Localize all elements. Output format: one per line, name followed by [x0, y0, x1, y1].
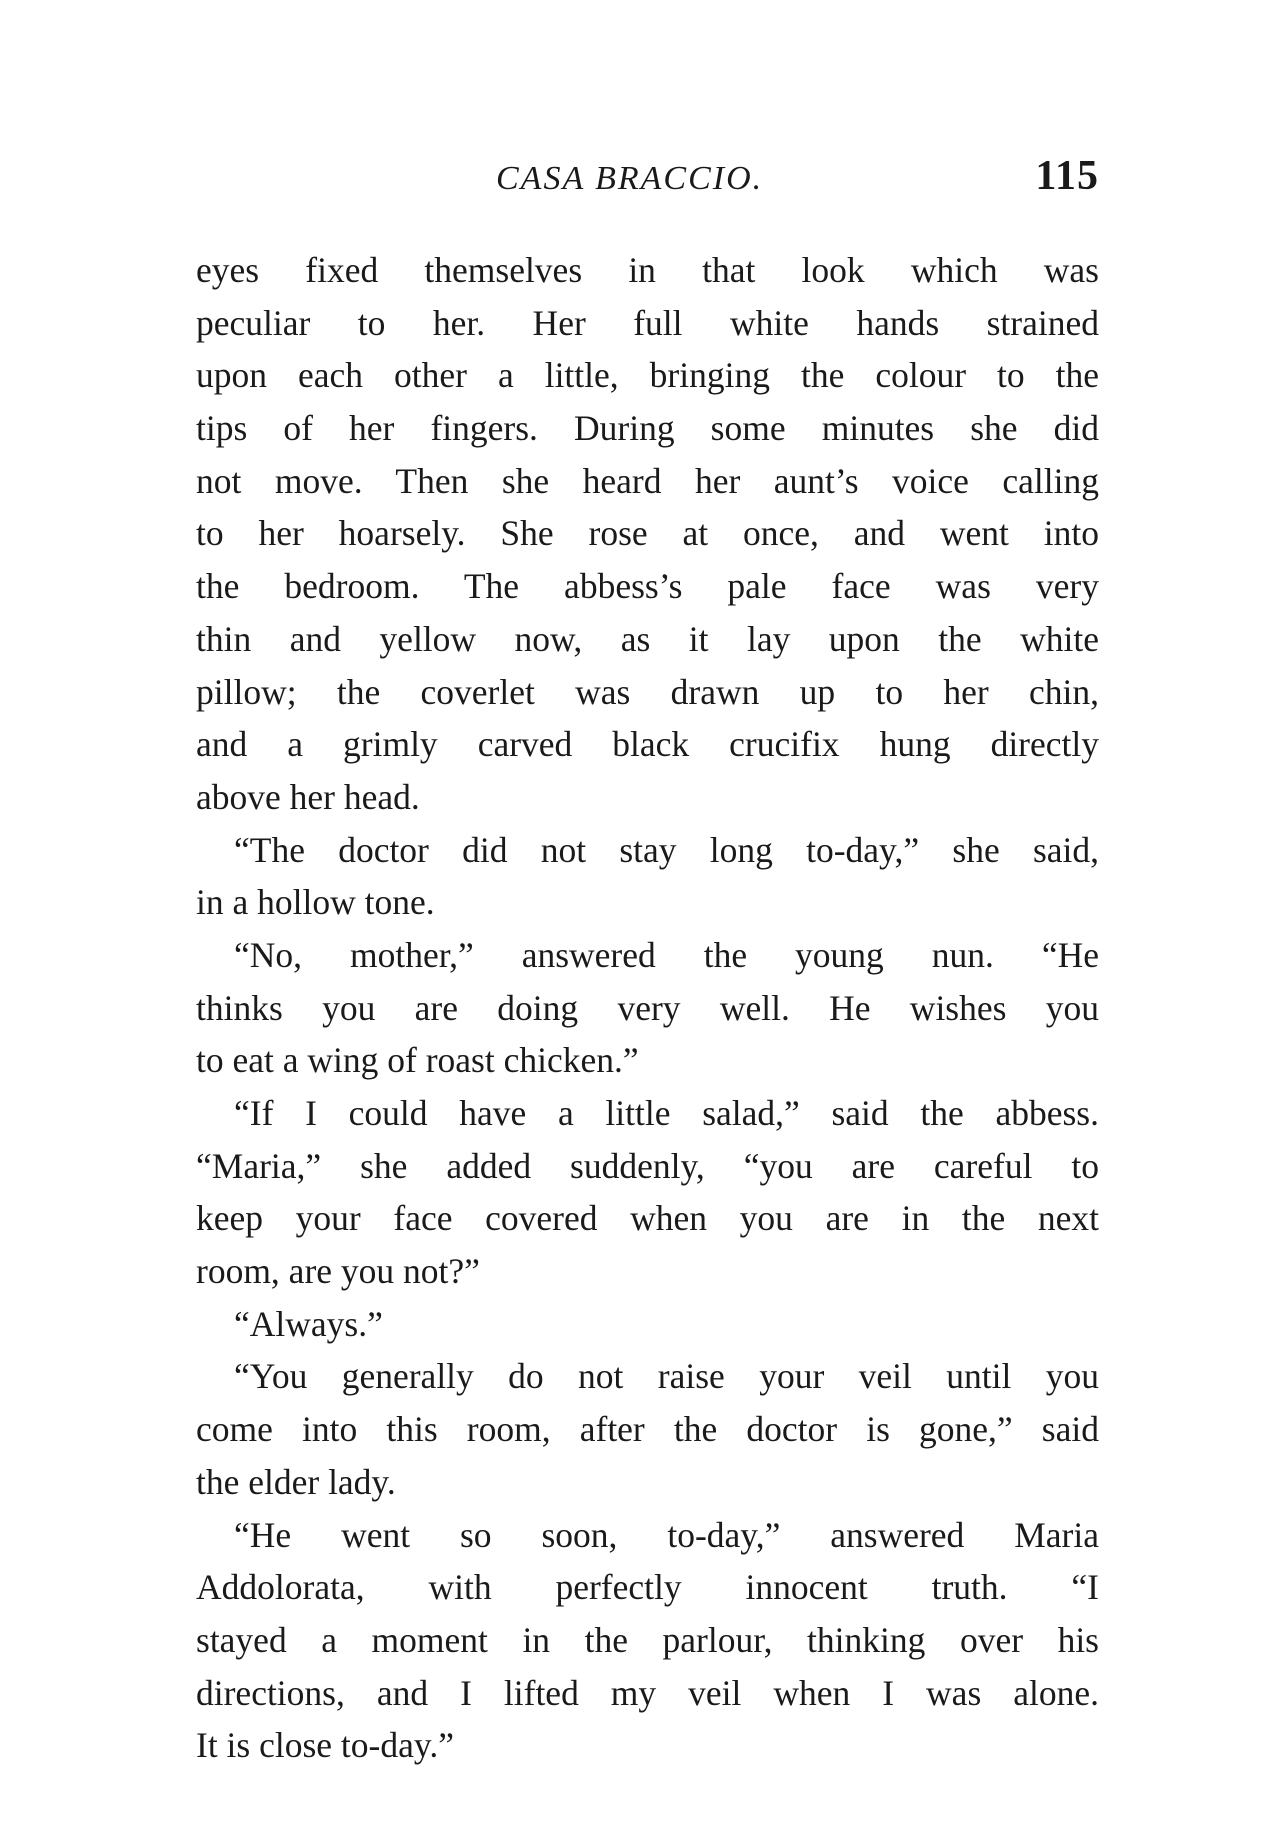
text-line: thinks you are doing very well. He wishes you — [196, 987, 1099, 1028]
text-line: the bedroom. The abbess’s pale face was very — [196, 566, 1099, 607]
text-line: room, are you not?” — [196, 1251, 480, 1292]
text-line: keep your face covered when you are in the next — [196, 1198, 1099, 1239]
text-line: and a grimly carved black crucifix hung directly — [196, 724, 1099, 765]
text-line: “No, mother,” answered the young nun. “He — [234, 934, 1099, 975]
text-line: above her head. — [196, 776, 420, 817]
text-line: directions, and I lifted my veil when I was alone. — [196, 1672, 1099, 1713]
text-line: “Maria,” she added suddenly, “you are careful to — [196, 1145, 1099, 1186]
text-line: eyes fixed themselves in that look which was — [196, 250, 1099, 290]
text-line: peculiar to her. Her full white hands strained — [196, 302, 1099, 343]
text-line: “The doctor did not stay long to-day,” she said, — [234, 829, 1099, 870]
text-line: come into this room, after the doctor is gone,” said — [196, 1409, 1099, 1450]
text-line: to her hoarsely. She rose at once, and went into — [196, 513, 1099, 554]
text-line: stayed a moment in the parlour, thinking over his — [196, 1619, 1099, 1660]
text-line: “You generally do not raise your veil until you — [234, 1356, 1099, 1397]
text-line: in a hollow tone. — [196, 882, 435, 923]
text-line: not move. Then she heard her aunt’s voice calling — [196, 460, 1099, 501]
text-line: thin and yellow now, as it lay upon the white — [196, 618, 1099, 659]
text-line: Addolorata, with perfectly innocent truth. “I — [196, 1567, 1099, 1608]
running-title: CASA BRACCIO. — [496, 160, 764, 197]
text-line: “He went so soon, to-day,” answered Maria — [234, 1514, 1099, 1555]
text-line: pillow; the coverlet was drawn up to her chin, — [196, 671, 1099, 712]
text-line: upon each other a little, bringing the colour to the — [196, 355, 1099, 396]
text-line: It is close to-day.” — [196, 1725, 454, 1766]
page-number: 115 — [1035, 153, 1099, 199]
text-line: to eat a wing of roast chicken.” — [196, 1040, 639, 1081]
text-line: tips of her fingers. During some minutes she did — [196, 408, 1099, 449]
text-line: “Always.” — [234, 1303, 383, 1344]
text-line: the elder lady. — [196, 1461, 396, 1502]
body-text — [196, 244, 1099, 1772]
text-line: “If I could have a little salad,” said the abbess. — [234, 1093, 1099, 1133]
running-head — [196, 152, 1099, 202]
